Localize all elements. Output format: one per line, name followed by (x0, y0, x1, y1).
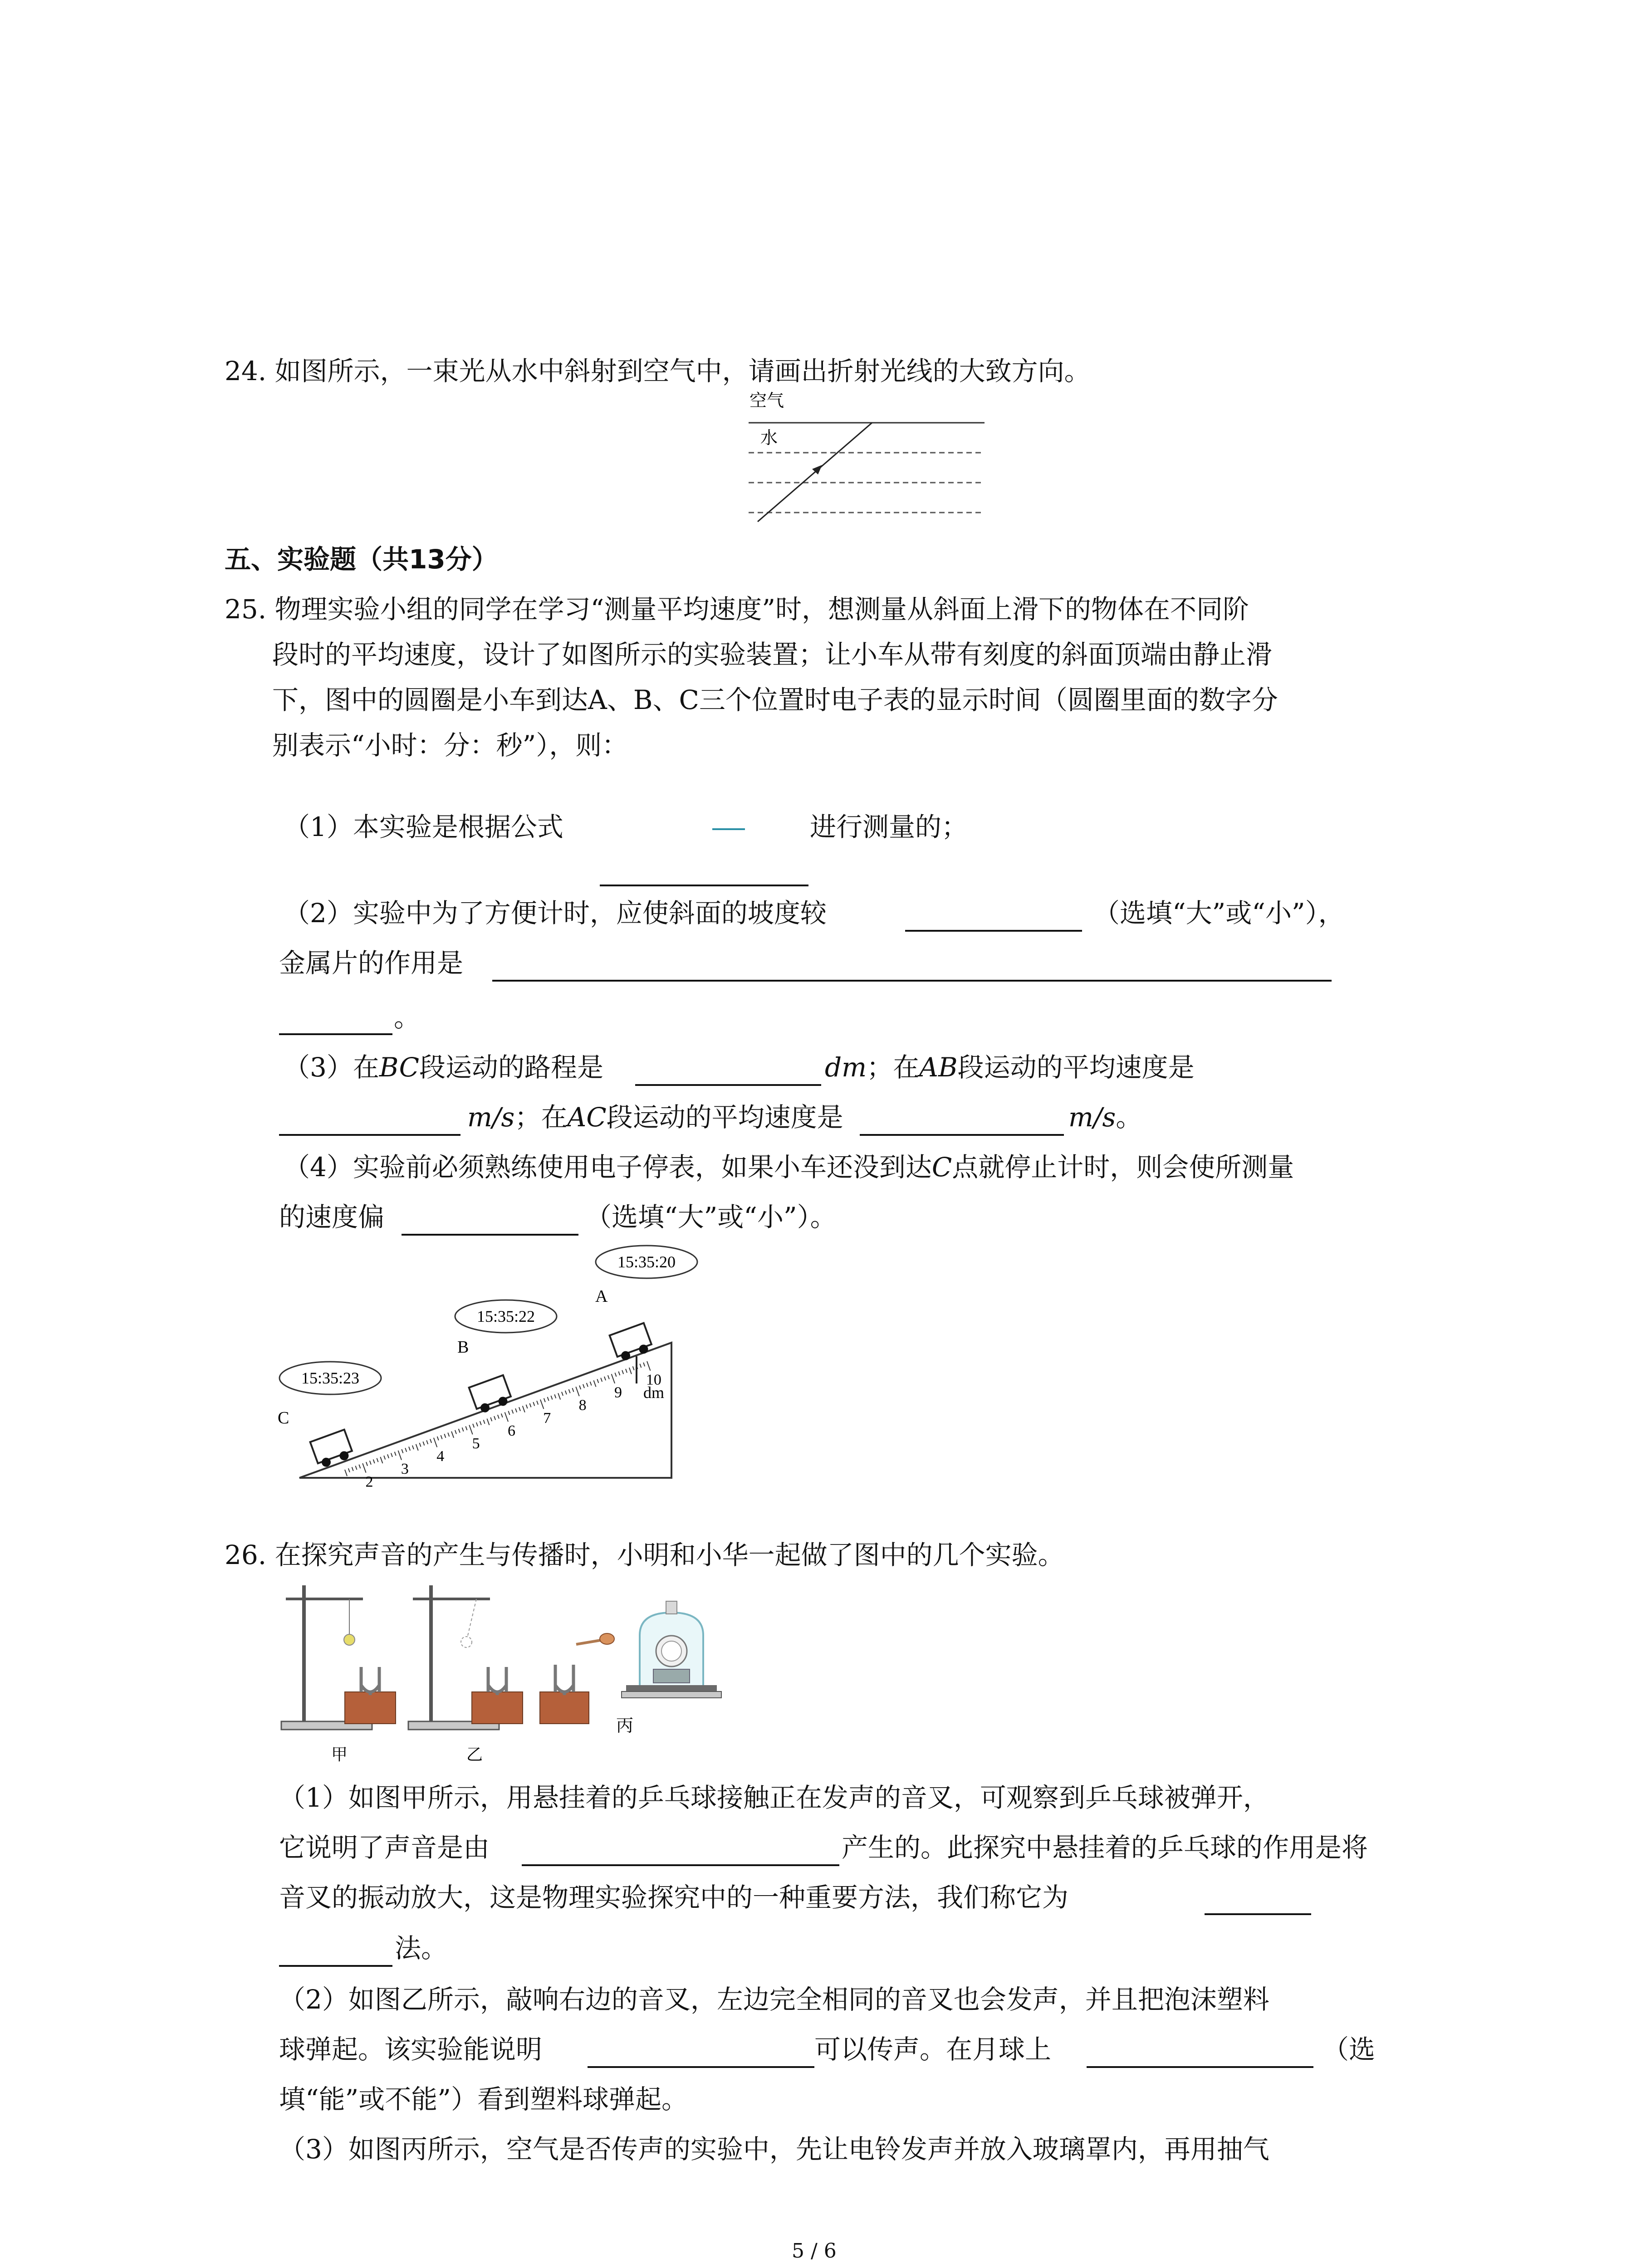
q26-p3-line1: （3）如图丙所示，空气是否传声的实验中，先让电铃发声并放入玻璃罩内，再用抽气 (279, 2134, 1269, 2165)
ruler-tick (604, 1377, 606, 1380)
ruler-tick (409, 1447, 410, 1450)
ruler-tick (398, 1451, 402, 1460)
answer-blank-ac-speed[interactable] (860, 1134, 1064, 1136)
q25-p3-line2: m/s；在AC段运动的平均速度是 (467, 1102, 843, 1133)
ruler-tick (576, 1387, 579, 1396)
cart-c (310, 1430, 354, 1470)
ruler-tick (370, 1461, 371, 1464)
ruler-tick (476, 1422, 478, 1426)
q25-intro-line: 别表示“小时：分：秒”），则： (272, 730, 628, 761)
ruler-tick (572, 1388, 573, 1392)
period: 。 (394, 1002, 421, 1033)
q26-intro: 26. 在探究声音的产生与传播时，小明和小华一起做了图中的几个实验。 (225, 1540, 1064, 1570)
label-yi: 乙 (466, 1745, 483, 1764)
ruler-tick (348, 1468, 350, 1472)
q25-p3: （3）在BC段运动的路程是 (284, 1052, 603, 1083)
ruler-tick (554, 1394, 556, 1398)
ruler-label: 10 (646, 1371, 661, 1388)
ruler-tick (597, 1379, 598, 1383)
ruler-tick (601, 1378, 602, 1382)
ruler-label: 9 (614, 1384, 622, 1401)
ruler-tick (459, 1429, 460, 1432)
ruler-tick (519, 1407, 520, 1411)
timer-c-text: 15:35:23 (301, 1369, 360, 1387)
ruler-tick (444, 1434, 446, 1437)
ruler-tick (484, 1420, 485, 1423)
ruler-tick (395, 1452, 396, 1456)
ruler-tick (587, 1383, 588, 1387)
ruler-tick (345, 1470, 347, 1476)
ruler-tick (420, 1443, 421, 1447)
answer-blank-slope[interactable] (905, 930, 1082, 932)
ruler-tick (501, 1413, 503, 1417)
ruler-label: 3 (401, 1461, 409, 1478)
ruler-tick (480, 1421, 481, 1425)
q26-p1-line2a: 它说明了声音是由 (279, 1832, 490, 1863)
ruler-tick (548, 1397, 549, 1401)
ruler-tick (448, 1432, 449, 1436)
ruler-tick (551, 1396, 552, 1399)
ruler-tick (359, 1465, 360, 1468)
ruler-tick (465, 1426, 467, 1430)
ruler-tick (441, 1435, 442, 1439)
fraction-bar (712, 828, 745, 830)
answer-blank-metal-cont[interactable] (279, 1033, 392, 1035)
ruler-tick (647, 1361, 650, 1371)
q25-p2-metal: 金属片的作用是 (279, 948, 464, 978)
label-a: A (595, 1287, 608, 1306)
page-number: 5 / 6 (792, 2239, 837, 2263)
air-label: 空气 (749, 391, 784, 411)
ruler-tick (540, 1399, 544, 1409)
ruler-tick (643, 1363, 645, 1366)
stand-jia (281, 1585, 396, 1730)
answer-blank-moon[interactable] (1087, 2066, 1313, 2068)
answer-blank-method-cont[interactable] (279, 1965, 392, 1967)
ruler-tick (615, 1373, 616, 1376)
q25-p4-line2: 的速度偏 (279, 1202, 385, 1232)
incline-figure (272, 1234, 726, 1488)
ruler-tick (508, 1411, 509, 1415)
q25-p3-end: m/s。 (1068, 1102, 1142, 1133)
ruler-tick (366, 1462, 367, 1466)
stand-yi (408, 1585, 523, 1730)
q25-intro-line: 25. 物理实验小组的同学在学习“测量平均速度”时，想测量从斜面上滑下的物体在不同阶 (225, 594, 1249, 625)
ruler-tick (434, 1438, 437, 1447)
ruler-tick (622, 1370, 623, 1374)
ruler-tick (387, 1454, 389, 1458)
ruler-tick (402, 1449, 403, 1453)
ruler-tick (455, 1430, 456, 1434)
ruler-tick (352, 1467, 353, 1471)
ruler-label: 2 (365, 1473, 373, 1488)
q26-p2-line2c: （选 (1323, 2034, 1376, 2065)
ruler-tick (377, 1458, 378, 1462)
q26-p2-line1: （2）如图乙所示，敲响右边的音叉，左边完全相同的音叉也会发声，并且把泡沫塑料 (279, 1984, 1269, 2015)
ruler-tick (473, 1424, 474, 1427)
ruler-tick (608, 1375, 609, 1379)
q25-p2-choice: （选填“大”或“小”）， (1093, 898, 1345, 929)
ruler-tick (426, 1440, 428, 1444)
ruler-tick (523, 1406, 525, 1412)
ruler-tick (490, 1418, 492, 1421)
ruler-tick (487, 1419, 489, 1425)
ruler-tick (544, 1398, 545, 1402)
q25-p4: （4）实验前必须熟练使用电子停表，如果小车还没到达C点就停止计时，则会使所测量 (284, 1152, 1294, 1183)
ruler-tick (583, 1384, 584, 1388)
ruler-tick (515, 1408, 517, 1412)
ruler-label: 4 (436, 1448, 445, 1465)
ruler-tick (437, 1437, 439, 1440)
q26-p1-line1: （1）如图甲所示，用悬挂着的乒乓球接触正在发声的音叉，可观察到乒乓球被弹开， (279, 1782, 1269, 1813)
q26-p2-line3: 填“能”或不能”）看到塑料球弹起。 (279, 2084, 688, 2115)
ruler-tick (558, 1393, 560, 1399)
water-label: 水 (760, 429, 778, 448)
ruler-tick (562, 1392, 563, 1395)
ruler-tick (416, 1444, 418, 1451)
ruler-tick (391, 1453, 392, 1457)
label-bing: 丙 (616, 1716, 634, 1735)
ruler-tick (469, 1425, 472, 1435)
ruler-tick (373, 1460, 375, 1463)
ruler-label: 8 (578, 1397, 587, 1414)
ruler-tick (451, 1432, 454, 1438)
section-title: 五、实验题（共13分） (225, 544, 498, 575)
ruler-tick (380, 1457, 382, 1463)
answer-blank-ab-speed[interactable] (279, 1134, 460, 1136)
q26-p1-line2b: 产生的。此探究中悬挂着的乒乓球的作用是将 (842, 1832, 1368, 1863)
ruler-tick (356, 1466, 357, 1470)
ruler-tick (565, 1391, 567, 1394)
timer-b-text: 15:35:22 (476, 1307, 535, 1325)
ruler-tick (640, 1364, 641, 1368)
ruler-tick (590, 1382, 592, 1385)
q25-p1-end: 进行测量的； (810, 811, 968, 842)
ruler-tick (618, 1371, 620, 1375)
ruler-label: 6 (507, 1422, 515, 1439)
answer-blank-formula[interactable] (600, 885, 808, 886)
ruler-tick (430, 1439, 431, 1443)
q25-p4-choice: （选填“大”或“小”）。 (585, 1202, 837, 1232)
ruler-tick (362, 1463, 366, 1473)
q26-p2-line2a: 球弹起。该实验能说明 (279, 2034, 543, 2065)
ruler-tick (626, 1369, 627, 1373)
answer-blank-method[interactable] (1205, 1913, 1311, 1915)
ruler-tick (512, 1410, 513, 1413)
ruler-tick (526, 1405, 528, 1408)
q25-intro-line: 下，图中的圆圈是小车到达A、B、C三个位置时电子表的显示时间（圆圈里面的数字分 (272, 684, 1278, 715)
ruler-tick (569, 1389, 570, 1393)
label-b: B (457, 1338, 469, 1357)
bell-jar (622, 1601, 721, 1698)
answer-blank-metal[interactable] (492, 980, 1332, 982)
refraction-diagram (744, 390, 989, 526)
ruler-tick (529, 1403, 531, 1407)
ruler-tick (505, 1412, 508, 1422)
ruler-tick (498, 1415, 499, 1418)
ruler-label: 5 (472, 1435, 480, 1452)
label-c: C (278, 1408, 289, 1427)
label-jia: 甲 (331, 1745, 348, 1764)
q25-intro-line: 段时的平均速度，设计了如图所示的实验装置；让小车从带有刻度的斜面顶端由静止滑 (272, 639, 1273, 670)
q25-p1: （1）本实验是根据公式 (284, 811, 563, 842)
fork-with-mallet (540, 1633, 614, 1724)
q26-p1-line3: 音叉的振动放大，这是物理实验探究中的一种重要方法，我们称它为 (279, 1882, 1069, 1913)
ruler-tick (612, 1374, 615, 1383)
q26-p2-line2b: 可以传声。在月球上 (814, 2034, 1052, 2065)
ruler-tick (533, 1402, 534, 1406)
ruler-tick (462, 1427, 464, 1431)
ruler-tick (423, 1442, 424, 1445)
answer-blank-sound-source[interactable] (522, 1864, 839, 1866)
q25-p2: （2）实验中为了方便计时，应使斜面的坡度较 (284, 898, 827, 929)
ruler-tick (412, 1446, 414, 1449)
unit-label: dm (643, 1383, 665, 1402)
ruler-tick (629, 1368, 632, 1374)
ruler-tick (579, 1385, 581, 1389)
ruler-tick (633, 1366, 634, 1370)
ruler-tick (593, 1380, 596, 1387)
answer-blank-bc-distance[interactable] (635, 1084, 821, 1086)
answer-blank-medium[interactable] (588, 2066, 814, 2068)
q24-text: 24. 如图所示，一束光从水中斜射到空气中，请画出折射光线的大致方向。 (225, 356, 1091, 386)
q26-p1-end: 法。 (395, 1933, 448, 1964)
ruler-tick (384, 1456, 385, 1459)
ruler-label: 7 (543, 1409, 551, 1427)
q25-p3-mid: dm；在AB段运动的平均速度是 (825, 1052, 1195, 1083)
ruler-tick (537, 1401, 538, 1404)
ruler-tick (494, 1416, 495, 1420)
ruler-labels (366, 1371, 661, 1488)
sound-experiments-figure (277, 1576, 753, 1767)
ruler-tick (405, 1448, 407, 1452)
timer-a-text: 15:35:20 (617, 1253, 676, 1271)
